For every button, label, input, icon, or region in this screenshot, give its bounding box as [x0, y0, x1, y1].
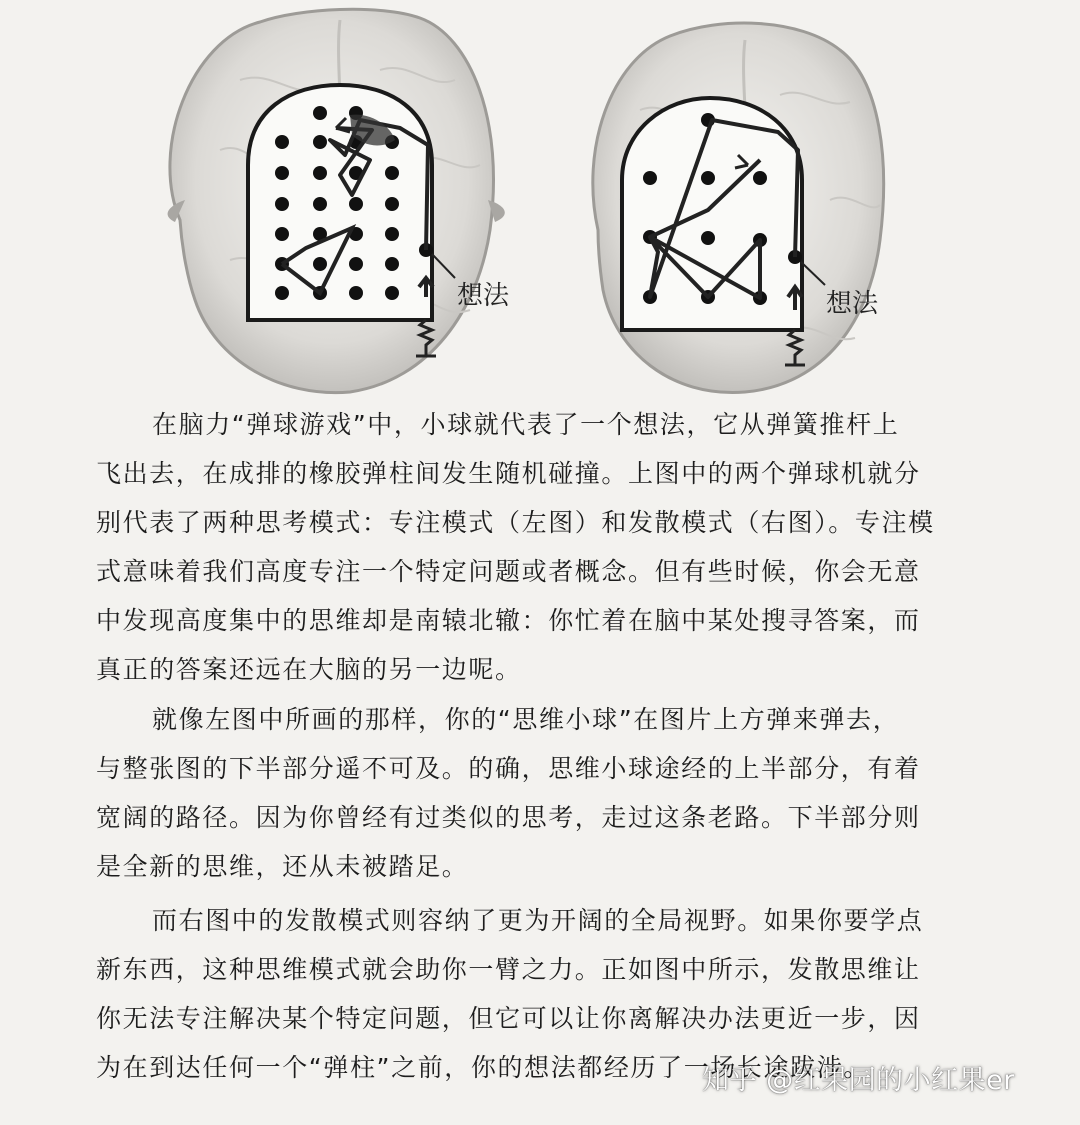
text-line: 别代表了两种思考模式：专注模式（左图）和发散模式（右图）。专注模: [96, 508, 935, 537]
paragraph-1: [96, 400, 986, 694]
pinball-brain-figure: [0, 0, 1080, 400]
paragraph-2: [96, 695, 986, 891]
left-idea-label: 想法: [457, 281, 510, 311]
text-line: 中发现高度集中的思维却是南辕北辙：你忙着在脑中某处搜寻答案，而: [96, 606, 921, 635]
text-line: 为在到达任何一个“弹柱”之前，你的想法都经历了一场长途跋涉。: [96, 1053, 870, 1082]
focused-mode-diagram: [168, 9, 510, 392]
right-idea-label: 想法: [826, 289, 879, 319]
text-line: 新东西，这种思维模式就会助你一臂之力。正如图中所示，发散思维让: [96, 955, 921, 984]
text-line: 而右图中的发散模式则容纳了更为开阔的全局视野。如果你要学点: [152, 906, 924, 935]
text-line: 你无法专注解决某个特定问题，但它可以让你离解决办法更近一步，因: [96, 1004, 921, 1033]
text-line: 宽阔的路径。因为你曾经有过类似的思考，走过这条老路。下半部分则: [96, 803, 921, 832]
text-line: 是全新的思维，还从未被踏足。: [96, 852, 469, 881]
text-line: 式意味着我们高度专注一个特定问题或者概念。但有些时候，你会无意: [96, 557, 921, 586]
text-line: 真正的答案还远在大脑的另一边呢。: [96, 655, 522, 684]
text-line: 在脑力“弹球游戏”中，小球就代表了一个想法，它从弹簧推杆上: [152, 410, 900, 439]
text-line: 就像左图中所画的那样，你的“思维小球”在图片上方弹来弹去，: [152, 705, 900, 734]
text-line: 与整张图的下半部分遥不可及。的确，思维小球途经的上半部分，有着: [96, 754, 921, 783]
zhihu-watermark: 知乎 @红果园的小红果er: [702, 1065, 1015, 1096]
diffuse-mode-diagram: [593, 23, 884, 392]
text-line: 飞出去，在成排的橡胶弹柱间发生随机碰撞。上图中的两个弹球机就分: [96, 459, 921, 488]
